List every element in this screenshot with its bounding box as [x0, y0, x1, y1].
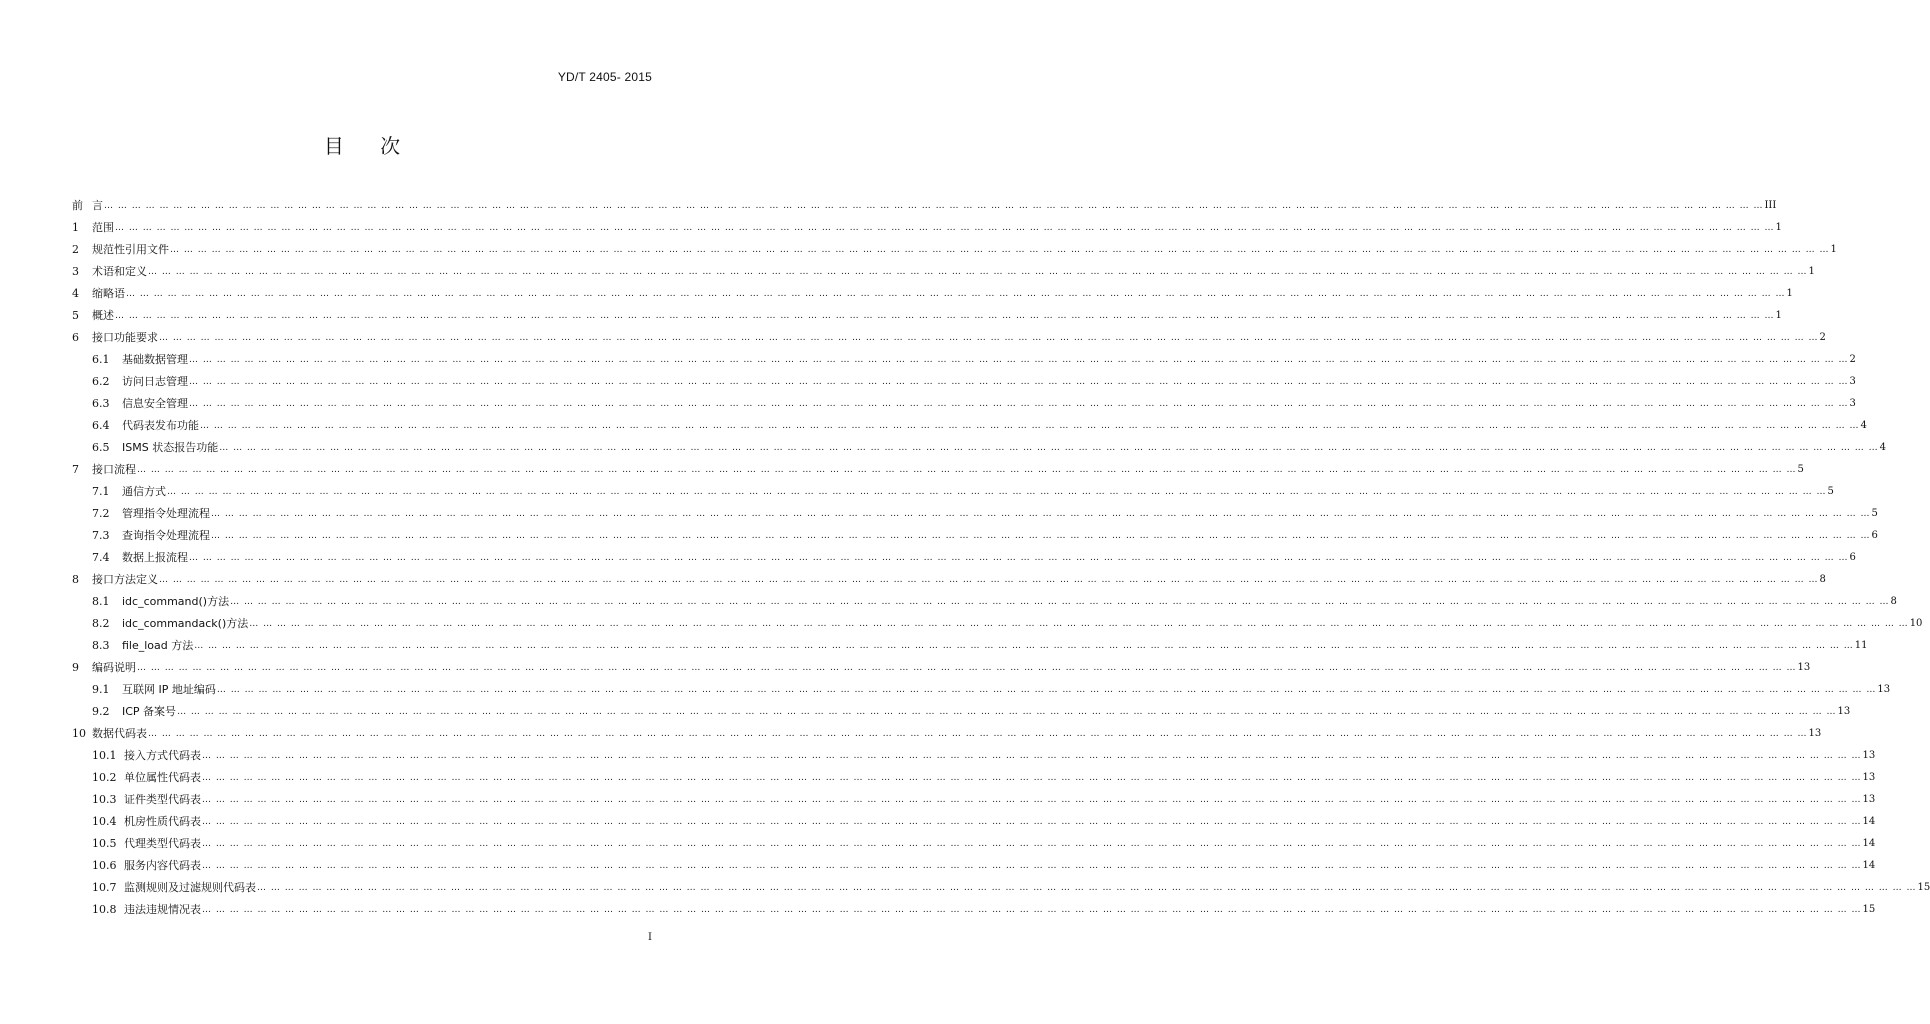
- toc-entry-title: ISMS 状态报告功能: [122, 441, 219, 454]
- dot-leader: … … … … … … … … … … … … … … … … … … … … … … … … … … … … … … … … … … … … … … … … … … … … … … … … … … … … … … … … … … … … … … … … … … … … … … … … … … … … … … … … … … … … … … … … … … … … … … … … … … … … … … … … … … … … … … … … … … … … … … … …: [202, 839, 1862, 849]
- toc-entry-page: 6: [1849, 552, 1856, 563]
- toc-entry-page: 8: [1819, 574, 1826, 585]
- dot-leader: … … … … … … … … … … … … … … … … … … … … … … … … … … … … … … … … … … … … … … … … … … … … … … … … … … … … … … … … … … … … … … … … … … … … … … … … … … … … … … … … … … … … … … … … … … … … … … … … … … … … … … … … … … … … … … … … … … … … … … … …: [167, 487, 1827, 497]
- toc-entry-number: 2: [72, 243, 79, 256]
- toc-entry-number: 6.5: [92, 441, 110, 454]
- toc-entry-title: ICP 备案号: [122, 705, 177, 718]
- toc-entry-page: 10: [1909, 618, 1923, 629]
- toc-entry-page: 15: [1862, 904, 1876, 915]
- dot-leader: … … … … … … … … … … … … … … … … … … … … … … … … … … … … … … … … … … … … … … … … … … … … … … … … … … … … … … … … … … … … … … … … … … … … … … … … … … … … … … … … … … … … … … … … … … … … … … … … … … … … … … … … … … … … … … … … … … … … … … … …: [159, 333, 1819, 343]
- dot-leader: … … … … … … … … … … … … … … … … … … … … … … … … … … … … … … … … … … … … … … … … … … … … … … … … … … … … … … … … … … … … … … … … … … … … … … … … … … … … … … … … … … … … … … … … … … … … … … … … … … … … … … … … … … … … … … … … … … … … … … … …: [202, 861, 1862, 871]
- toc-entry-number: 10: [72, 727, 86, 740]
- toc-entry-title: 概述: [92, 309, 114, 322]
- toc-entry-title: 机房性质代码表: [124, 815, 201, 828]
- toc-entry-number: 8.2: [92, 617, 110, 630]
- toc-entry-title: 信息安全管理: [122, 397, 188, 410]
- toc-entry-title: 编码说明: [92, 661, 136, 674]
- toc-entry[interactable]: [92, 787, 1876, 807]
- dot-leader: … … … … … … … … … … … … … … … … … … … … … … … … … … … … … … … … … … … … … … … … … … … … … … … … … … … … … … … … … … … … … … … … … … … … … … … … … … … … … … … … … … … … … … … … … … … … … … … … … … … … … … … … … … … … … … … … … … … … … … … …: [202, 773, 1862, 783]
- dot-leader: … … … … … … … … … … … … … … … … … … … … … … … … … … … … … … … … … … … … … … … … … … … … … … … … … … … … … … … … … … … … … … … … … … … … … … … … … … … … … … … … … … … … … … … … … … … … … … … … … … … … … … … … … … … … … … … … … … … … … … … …: [126, 289, 1786, 299]
- toc-entry-title: 接入方式代码表: [124, 749, 201, 762]
- document-code: YD/T 2405- 2015: [557, 70, 652, 84]
- toc-entry-page: 13: [1862, 794, 1876, 805]
- dot-leader: … … … … … … … … … … … … … … … … … … … … … … … … … … … … … … … … … … … … … … … … … … … … … … … … … … … … … … … … … … … … … … … … … … … … … … … … … … … … … … … … … … … … … … … … … … … … … … … … … … … … … … … … … … … … … … … … … … … … … … … …: [202, 751, 1862, 761]
- toc-entry[interactable]: [92, 479, 1834, 499]
- toc-entry-page: 1: [1775, 310, 1782, 321]
- toc-entry-number: 10.1: [92, 749, 117, 762]
- dot-leader: … … … … … … … … … … … … … … … … … … … … … … … … … … … … … … … … … … … … … … … … … … … … … … … … … … … … … … … … … … … … … … … … … … … … … … … … … … … … … … … … … … … … … … … … … … … … … … … … … … … … … … … … … … … … … … … … … … … … … … … …: [170, 245, 1830, 255]
- toc-entry-page: 13: [1808, 728, 1822, 739]
- toc-entry[interactable]: [72, 237, 1837, 257]
- dot-leader: … … … … … … … … … … … … … … … … … … … … … … … … … … … … … … … … … … … … … … … … … … … … … … … … … … … … … … … … … … … … … … … … … … … … … … … … … … … … … … … … … … … … … … … … … … … … … … … … … … … … … … … … … … … … … … … … … … … … … … … …: [137, 465, 1797, 475]
- toc-entry-page: 13: [1877, 684, 1891, 695]
- toc-entry[interactable]: [72, 259, 1815, 279]
- toc-entry[interactable]: [92, 589, 1897, 609]
- toc-entry-number: 7.3: [92, 529, 110, 542]
- toc-entry-number: 6.2: [92, 375, 110, 388]
- toc-entry[interactable]: [92, 633, 1868, 653]
- toc-entry-title: 代理类型代码表: [124, 837, 201, 850]
- toc-entry[interactable]: [92, 545, 1856, 565]
- toc-entry-title: 接口流程: [92, 463, 136, 476]
- toc-entry-number: 7.2: [92, 507, 110, 520]
- toc-entry-number: 7.1: [92, 485, 110, 498]
- toc-entry-number: 10.8: [92, 903, 117, 916]
- toc-entry-number: 4: [72, 287, 79, 300]
- toc-entry-title: 缩略语: [92, 287, 125, 300]
- toc-entry[interactable]: [72, 281, 1793, 301]
- toc-entry-page: 1: [1808, 266, 1815, 277]
- footer-page-number: I: [648, 932, 652, 943]
- toc-entry[interactable]: [72, 567, 1826, 587]
- toc-entry-page: 11: [1854, 640, 1868, 651]
- toc-entry[interactable]: [92, 897, 1876, 917]
- toc-entry-title: 规范性引用文件: [92, 243, 169, 256]
- page-title: 目 次: [323, 134, 401, 158]
- toc-entry-page: 14: [1862, 816, 1876, 827]
- dot-leader: … … … … … … … … … … … … … … … … … … … … … … … … … … … … … … … … … … … … … … … … … … … … … … … … … … … … … … … … … … … … … … … … … … … … … … … … … … … … … … … … … … … … … … … … … … … … … … … … … … … … … … … … … … … … … … … … … … … … … … … …: [137, 663, 1797, 673]
- toc-entry[interactable]: [92, 369, 1856, 389]
- toc-entry-number: 5: [72, 309, 79, 322]
- toc-entry-page: 14: [1862, 838, 1876, 849]
- toc-entry[interactable]: [92, 853, 1876, 873]
- toc-entry-number: 10.2: [92, 771, 117, 784]
- dot-leader: … … … … … … … … … … … … … … … … … … … … … … … … … … … … … … … … … … … … … … … … … … … … … … … … … … … … … … … … … … … … … … … … … … … … … … … … … … … … … … … … … … … … … … … … … … … … … … … … … … … … … … … … … … … … … … … … … … … … … … … …: [202, 905, 1862, 915]
- toc-entry-number: 9.1: [92, 683, 110, 696]
- toc-entry[interactable]: [72, 457, 1804, 477]
- toc-entry-title: 管理指令处理流程: [122, 507, 210, 520]
- dot-leader: … … … … … … … … … … … … … … … … … … … … … … … … … … … … … … … … … … … … … … … … … … … … … … … … … … … … … … … … … … … … … … … … … … … … … … … … … … … … … … … … … … … … … … … … … … … … … … … … … … … … … … … … … … … … … … … … … … … … … … … …: [200, 421, 1860, 431]
- toc-entry-number: 6.4: [92, 419, 110, 432]
- toc-entry-number: 6.3: [92, 397, 110, 410]
- toc-entry-number: 7: [72, 463, 79, 476]
- toc-entry[interactable]: [72, 303, 1782, 323]
- toc-entry-title: file_load 方法: [122, 639, 194, 652]
- toc-entry-title: 代码表发布功能: [122, 419, 199, 432]
- toc-entry[interactable]: [92, 699, 1851, 719]
- toc-entry-title: 访问日志管理: [122, 375, 188, 388]
- dot-leader: … … … … … … … … … … … … … … … … … … … … … … … … … … … … … … … … … … … … … … … … … … … … … … … … … … … … … … … … … … … … … … … … … … … … … … … … … … … … … … … … … … … … … … … … … … … … … … … … … … … … … … … … … … … … … … … … … … … … … … … …: [194, 641, 1854, 651]
- dot-leader: … … … … … … … … … … … … … … … … … … … … … … … … … … … … … … … … … … … … … … … … … … … … … … … … … … … … … … … … … … … … … … … … … … … … … … … … … … … … … … … … … … … … … … … … … … … … … … … … … … … … … … … … … … … … … … … … … … … … … … … …: [115, 223, 1775, 233]
- toc-entry-number: 10.7: [92, 881, 117, 894]
- toc-entry-title: 术语和定义: [92, 265, 147, 278]
- toc-entry-number: 9.2: [92, 705, 110, 718]
- toc-entry-title: 违法违规情况表: [124, 903, 201, 916]
- toc-entry-page: 6: [1871, 530, 1878, 541]
- toc-entry-page: 15: [1917, 882, 1930, 893]
- toc-entry[interactable]: [92, 743, 1876, 763]
- toc-entry-number: 6: [72, 331, 79, 344]
- toc-entry-number: 10.6: [92, 859, 117, 872]
- toc-entry-number: 10.4: [92, 815, 117, 828]
- toc-entry[interactable]: [72, 721, 1822, 741]
- toc-entry-title: idc_commandack()方法: [122, 617, 249, 630]
- toc-entry-page: 2: [1849, 354, 1856, 365]
- toc-entry-page: 5: [1797, 464, 1804, 475]
- toc-entry-title: 基础数据管理: [122, 353, 188, 366]
- toc-entry-number: 3: [72, 265, 79, 278]
- dot-leader: … … … … … … … … … … … … … … … … … … … … … … … … … … … … … … … … … … … … … … … … … … … … … … … … … … … … … … … … … … … … … … … … … … … … … … … … … … … … … … … … … … … … … … … … … … … … … … … … … … … … … … … … … … … … … … … … … … … … … … … …: [216, 685, 1877, 695]
- toc-entry[interactable]: [92, 677, 1891, 697]
- toc-entry[interactable]: [92, 765, 1876, 785]
- toc-entry-number: 8.1: [92, 595, 110, 608]
- dot-leader: … … … … … … … … … … … … … … … … … … … … … … … … … … … … … … … … … … … … … … … … … … … … … … … … … … … … … … … … … … … … … … … … … … … … … … … … … … … … … … … … … … … … … … … … … … … … … … … … … … … … … … … … … … … … … … … … … … … … … … … …: [148, 267, 1808, 277]
- dot-leader: … … … … … … … … … … … … … … … … … … … … … … … … … … … … … … … … … … … … … … … … … … … … … … … … … … … … … … … … … … … … … … … … … … … … … … … … … … … … … … … … … … … … … … … … … … … … … … … … … … … … … … … … … … … … … … … … … … … … … … … …: [230, 597, 1890, 607]
- toc-entry-title: 服务内容代码表: [124, 859, 201, 872]
- toc-entry-number: 8.3: [92, 639, 110, 652]
- toc-entry[interactable]: [92, 523, 1878, 543]
- toc-entry-page: 13: [1862, 750, 1876, 761]
- toc-entry-title: 通信方式: [122, 485, 166, 498]
- toc-entry-title: 数据上报流程: [122, 551, 188, 564]
- dot-leader: … … … … … … … … … … … … … … … … … … … … … … … … … … … … … … … … … … … … … … … … … … … … … … … … … … … … … … … … … … … … … … … … … … … … … … … … … … … … … … … … … … … … … … … … … … … … … … … … … … … … … … … … … … … … … … … … … … … … … … … …: [202, 795, 1862, 805]
- toc-entry-page: 3: [1849, 376, 1856, 387]
- toc-entry-page: 8: [1890, 596, 1897, 607]
- toc-entry-page: 4: [1879, 442, 1887, 453]
- dot-leader: … … … … … … … … … … … … … … … … … … … … … … … … … … … … … … … … … … … … … … … … … … … … … … … … … … … … … … … … … … … … … … … … … … … … … … … … … … … … … … … … … … … … … … … … … … … … … … … … … … … … … … … … … … … … … … … … … … … … … … … …: [115, 311, 1775, 321]
- toc-entry-number: 9: [72, 661, 79, 674]
- toc-entry-title: idc_command()方法: [122, 595, 230, 608]
- toc-entry-title: 监测规则及过滤规则代码表: [124, 881, 256, 894]
- toc-entry-page: 3: [1849, 398, 1856, 409]
- dot-leader: … … … … … … … … … … … … … … … … … … … … … … … … … … … … … … … … … … … … … … … … … … … … … … … … … … … … … … … … … … … … … … … … … … … … … … … … … … … … … … … … … … … … … … … … … … … … … … … … … … … … … … … … … … … … … … … … … … … … … … … …: [148, 729, 1808, 739]
- toc-entry[interactable]: [92, 611, 1923, 631]
- toc-entry-title: 互联网 IP 地址编码: [122, 683, 216, 696]
- toc-entry-number: 8: [72, 573, 79, 586]
- toc-entry-page: 13: [1797, 662, 1811, 673]
- toc-entry-page: 4: [1860, 420, 1867, 431]
- toc-entry-number: 前: [72, 199, 83, 212]
- toc-entry-page: 14: [1862, 860, 1876, 871]
- toc-entry[interactable]: [72, 325, 1826, 345]
- toc-entry-title: 数据代码表: [92, 727, 147, 740]
- toc-entry[interactable]: [92, 391, 1856, 411]
- toc-entry-title: 范围: [92, 221, 114, 234]
- dot-leader: … … … … … … … … … … … … … … … … … … … … … … … … … … … … … … … … … … … … … … … … … … … … … … … … … … … … … … … … … … … … … … … … … … … … … … … … … … … … … … … … … … … … … … … … … … … … … … … … … … … … … … … … … … … … … … … … … … … … … … … …: [104, 201, 1764, 211]
- dot-leader: … … … … … … … … … … … … … … … … … … … … … … … … … … … … … … … … … … … … … … … … … … … … … … … … … … … … … … … … … … … … … … … … … … … … … … … … … … … … … … … … … … … … … … … … … … … … … … … … … … … … … … … … … … … … … … … … … … … … … … … …: [211, 531, 1871, 541]
- toc-entry-page: 5: [1871, 508, 1878, 519]
- toc-entry[interactable]: [92, 875, 1930, 895]
- toc-entry-page: 2: [1819, 332, 1826, 343]
- toc-entry-number: 10.3: [92, 793, 117, 806]
- dot-leader: … … … … … … … … … … … … … … … … … … … … … … … … … … … … … … … … … … … … … … … … … … … … … … … … … … … … … … … … … … … … … … … … … … … … … … … … … … … … … … … … … … … … … … … … … … … … … … … … … … … … … … … … … … … … … … … … … … … … … … … …: [189, 399, 1849, 409]
- toc-entry-number: 6.1: [92, 353, 110, 366]
- dot-leader: … … … … … … … … … … … … … … … … … … … … … … … … … … … … … … … … … … … … … … … … … … … … … … … … … … … … … … … … … … … … … … … … … … … … … … … … … … … … … … … … … … … … … … … … … … … … … … … … … … … … … … … … … … … … … … … … … … … … … … … …: [159, 575, 1819, 585]
- dot-leader: … … … … … … … … … … … … … … … … … … … … … … … … … … … … … … … … … … … … … … … … … … … … … … … … … … … … … … … … … … … … … … … … … … … … … … … … … … … … … … … … … … … … … … … … … … … … … … … … … … … … … … … … … … … … … … … … … … … … … … … …: [202, 817, 1862, 827]
- toc-entry-page: 13: [1837, 706, 1851, 717]
- dot-leader: … … … … … … … … … … … … … … … … … … … … … … … … … … … … … … … … … … … … … … … … … … … … … … … … … … … … … … … … … … … … … … … … … … … … … … … … … … … … … … … … … … … … … … … … … … … … … … … … … … … … … … … … … … … … … … … … … … … … … … … …: [211, 509, 1871, 519]
- toc-entry-number: 1: [72, 221, 79, 234]
- toc-entry[interactable]: [92, 809, 1876, 829]
- toc-entry-page: 1: [1830, 244, 1837, 255]
- toc-entry-number: 10.5: [92, 837, 117, 850]
- toc-entry-page: 1: [1775, 222, 1782, 233]
- toc-entry-title: 言: [92, 199, 103, 212]
- toc-entry-title: 接口方法定义: [92, 573, 158, 586]
- toc-entry[interactable]: [92, 435, 1887, 455]
- dot-leader: … … … … … … … … … … … … … … … … … … … … … … … … … … … … … … … … … … … … … … … … … … … … … … … … … … … … … … … … … … … … … … … … … … … … … … … … … … … … … … … … … … … … … … … … … … … … … … … … … … … … … … … … … … … … … … … … … … … … … … … …: [189, 355, 1849, 365]
- toc-entry[interactable]: [72, 655, 1811, 675]
- dot-leader: … … … … … … … … … … … … … … … … … … … … … … … … … … … … … … … … … … … … … … … … … … … … … … … … … … … … … … … … … … … … … … … … … … … … … … … … … … … … … … … … … … … … … … … … … … … … … … … … … … … … … … … … … … … … … … … … … … … … … … … …: [219, 443, 1879, 453]
- toc-entry[interactable]: [92, 501, 1878, 521]
- toc-entry-title: 查询指令处理流程: [122, 529, 210, 542]
- toc-entry-page: III: [1764, 200, 1777, 211]
- toc-entry[interactable]: [72, 193, 1777, 213]
- toc-entry-title: 证件类型代码表: [124, 793, 201, 806]
- toc-entry[interactable]: [92, 347, 1856, 367]
- toc-entry[interactable]: [92, 413, 1867, 433]
- toc-entry-title: 接口功能要求: [92, 331, 158, 344]
- dot-leader: … … … … … … … … … … … … … … … … … … … … … … … … … … … … … … … … … … … … … … … … … … … … … … … … … … … … … … … … … … … … … … … … … … … … … … … … … … … … … … … … … … … … … … … … … … … … … … … … … … … … … … … … … … … … … … … … … … … … … … … …: [177, 707, 1837, 717]
- toc-entry-page: 1: [1786, 288, 1793, 299]
- toc-entry[interactable]: [92, 831, 1876, 851]
- toc-entry-page: 13: [1862, 772, 1876, 783]
- toc-entry-title: 单位属性代码表: [124, 771, 201, 784]
- dot-leader: … … … … … … … … … … … … … … … … … … … … … … … … … … … … … … … … … … … … … … … … … … … … … … … … … … … … … … … … … … … … … … … … … … … … … … … … … … … … … … … … … … … … … … … … … … … … … … … … … … … … … … … … … … … … … … … … … … … … … … … …: [249, 619, 1909, 629]
- dot-leader: … … … … … … … … … … … … … … … … … … … … … … … … … … … … … … … … … … … … … … … … … … … … … … … … … … … … … … … … … … … … … … … … … … … … … … … … … … … … … … … … … … … … … … … … … … … … … … … … … … … … … … … … … … … … … … … … … … … … … … … …: [189, 553, 1849, 563]
- toc-entry[interactable]: [72, 215, 1782, 235]
- toc-entry-number: 7.4: [92, 551, 110, 564]
- dot-leader: … … … … … … … … … … … … … … … … … … … … … … … … … … … … … … … … … … … … … … … … … … … … … … … … … … … … … … … … … … … … … … … … … … … … … … … … … … … … … … … … … … … … … … … … … … … … … … … … … … … … … … … … … … … … … … … … … … … … … … … …: [189, 377, 1849, 387]
- dot-leader: … … … … … … … … … … … … … … … … … … … … … … … … … … … … … … … … … … … … … … … … … … … … … … … … … … … … … … … … … … … … … … … … … … … … … … … … … … … … … … … … … … … … … … … … … … … … … … … … … … … … … … … … … … … … … … … … … … … … … … … …: [257, 883, 1917, 893]
- toc-entry-page: 5: [1827, 486, 1834, 497]
